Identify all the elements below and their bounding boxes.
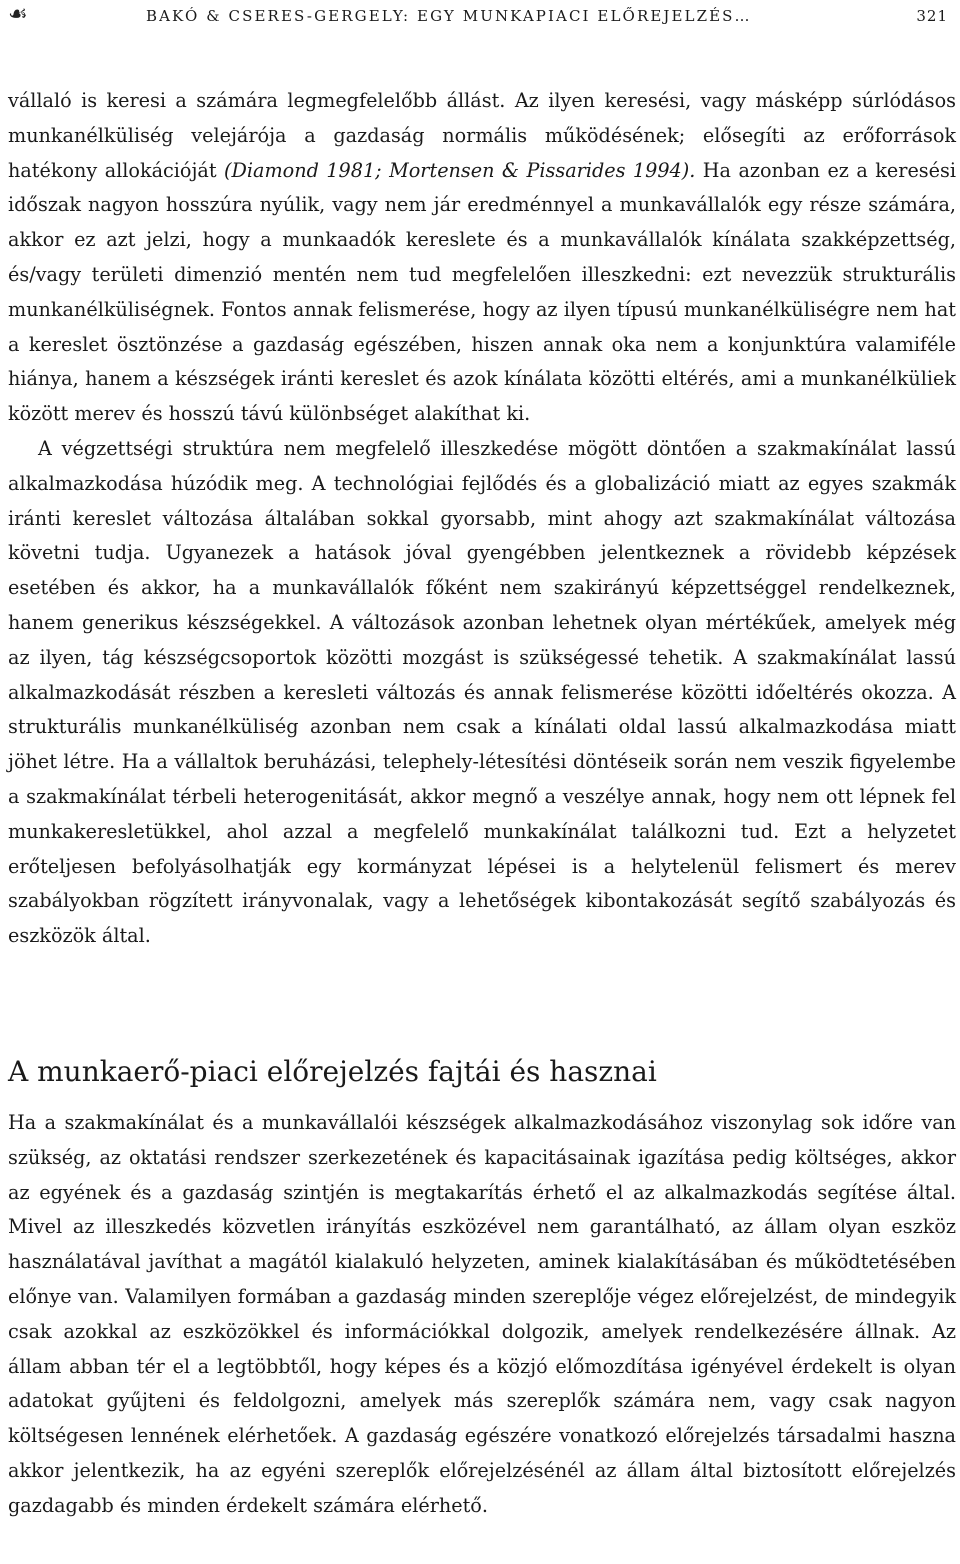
paragraph-1-text-a: vállaló is keresi a számára legmegfelelőbb állást. Az ilyen keresési, vagy másképp súrlódásos munkanélküliség velejárója a gazdaság normális működésének; elősegíti az erőforrások hatékony allokációját: [8, 89, 956, 182]
body-text-section: [8, 1106, 956, 1524]
running-head-title: BAKÓ & CSERES-GERGELY: EGY MUNKAPIACI ELŐREJELZÉS…: [146, 7, 752, 25]
paragraph-1-text-b: Ha azonban ez a keresési időszak nagyon hosszúra nyúlik, vagy nem jár eredménnyel a munkavállalók egy része számára, akkor ez azt jelzi, hogy a munkaadók kereslete és a munkavállalók kínálata szakképzettség, és/vagy területi dimenzió mentén nem tud megfelelően illeszkedni: ezt nevezzük strukturális munkanélküliségnek. Fontos annak felismerése, hogy az ilyen típusú munkanélküliségre nem hat a kereslet ösztönzése a gazdaság egészében, hiszen annak oka nem a konjunktúra valamiféle hiánya, hanem a készségek iránti kereslet és azok kínálata közötti eltérés, ami a munkanélküliek között merev és hosszú távú különbséget alakíthat ki.: [8, 158, 956, 426]
section-heading: A munkaerő-piaci előrejelzés fajtái és hasznai: [8, 1055, 657, 1088]
fleuron-ornament-icon: ☙: [8, 2, 28, 27]
running-header: [0, 0, 960, 30]
section-paragraph-1: Ha a szakmakínálat és a munkavállalói készségek alkalmazkodásához viszonylag sok időre van szükség, az oktatási rendszer szerkezetének és kapacitásainak igazítása pedig költséges, akkor az egyének és a gazdaság szintjén is megtakarítás érhető el az alkalmazkodás segítése által. Mivel az illeszkedés közvetlen irányítás eszközével nem garantálható, az állam olyan eszköz használatával javíthat a magától kialakuló helyzeten, aminek kialakításában és működtetésében előnye van. Valamilyen formában a gazdaság minden szereplője végez előrejelzést, de mindegyik csak azokkal az eszközökkel és információkkal dolgozik, amelyek rendelkezésére állnak. Az állam abban tér el a legtöbbtől, hogy képes és a közjó előmozdítása igényével érdekelt is olyan adatokat gyűjteni és feldolgozni, amelyek más szereplők számára nem, vagy csak nagyon költségesen lennének elérhetőek. A gazdaság egészére vonatkozó előrejelzés társadalmi haszna akkor jelentkezik, ha az egyéni szereplők előrejelzésénél az állam által biztosított előrejelzés gazdagabb és minden érdekelt számára elérhető.: [8, 1111, 956, 1517]
paragraph-1: [8, 84, 956, 432]
body-text-top: [8, 84, 956, 954]
paragraph-2: A végzettségi struktúra nem megfelelő illeszkedése mögött döntően a szakmakínálat lassú alkalmazkodása húzódik meg. A technológiai fejlődés és a globalizáció miatt az egyes szakmák iránti kereslet változása általában sokkal gyorsabb, mint ahogy azt szakmakínálat változása követni tudja. Ugyanezek a hatások jóval gyengébben jelentkeznek a rövidebb képzések esetében és akkor, ha a munkavállalók főként nem szakirányú képzettséggel rendelkeznek, hanem generikus készségekkel. A változások azonban lehetnek olyan mértékűek, amelyek még az ilyen, tág készségcsoportok közötti mozgást is szükségessé tehetik. A szakmakínálat lassú alkalmazkodását részben a keresleti változás és annak felismerése közötti időeltérés okozza. A strukturális munkanélküliség azonban nem csak a kínálati oldal lassú alkalmazkodása miatt jöhet létre. Ha a vállaltok beruházási, telephely-létesítési döntéseik során nem veszik figyelembe a szakmakínálat térbeli heterogenitását, akkor megnő a veszélye annak, hogy nem ott lépnek fel munkakeresletükkel, ahol azzal a megfelelő munkakínálat találkozni tud. Ezt a helyzetet erőteljesen befolyásolhatják egy kormányzat lépései is a helytelenül felismert és merev szabályokban rögzített irányvonalak, vagy a lehetőségek kibontakozását segítő szabályozás és eszközök által.: [8, 436, 956, 948]
page-number: 321: [916, 7, 948, 25]
citation-diamond-mortensen-pissarides: (Diamond 1981; Mortensen & Pissarides 1994).: [224, 158, 696, 182]
